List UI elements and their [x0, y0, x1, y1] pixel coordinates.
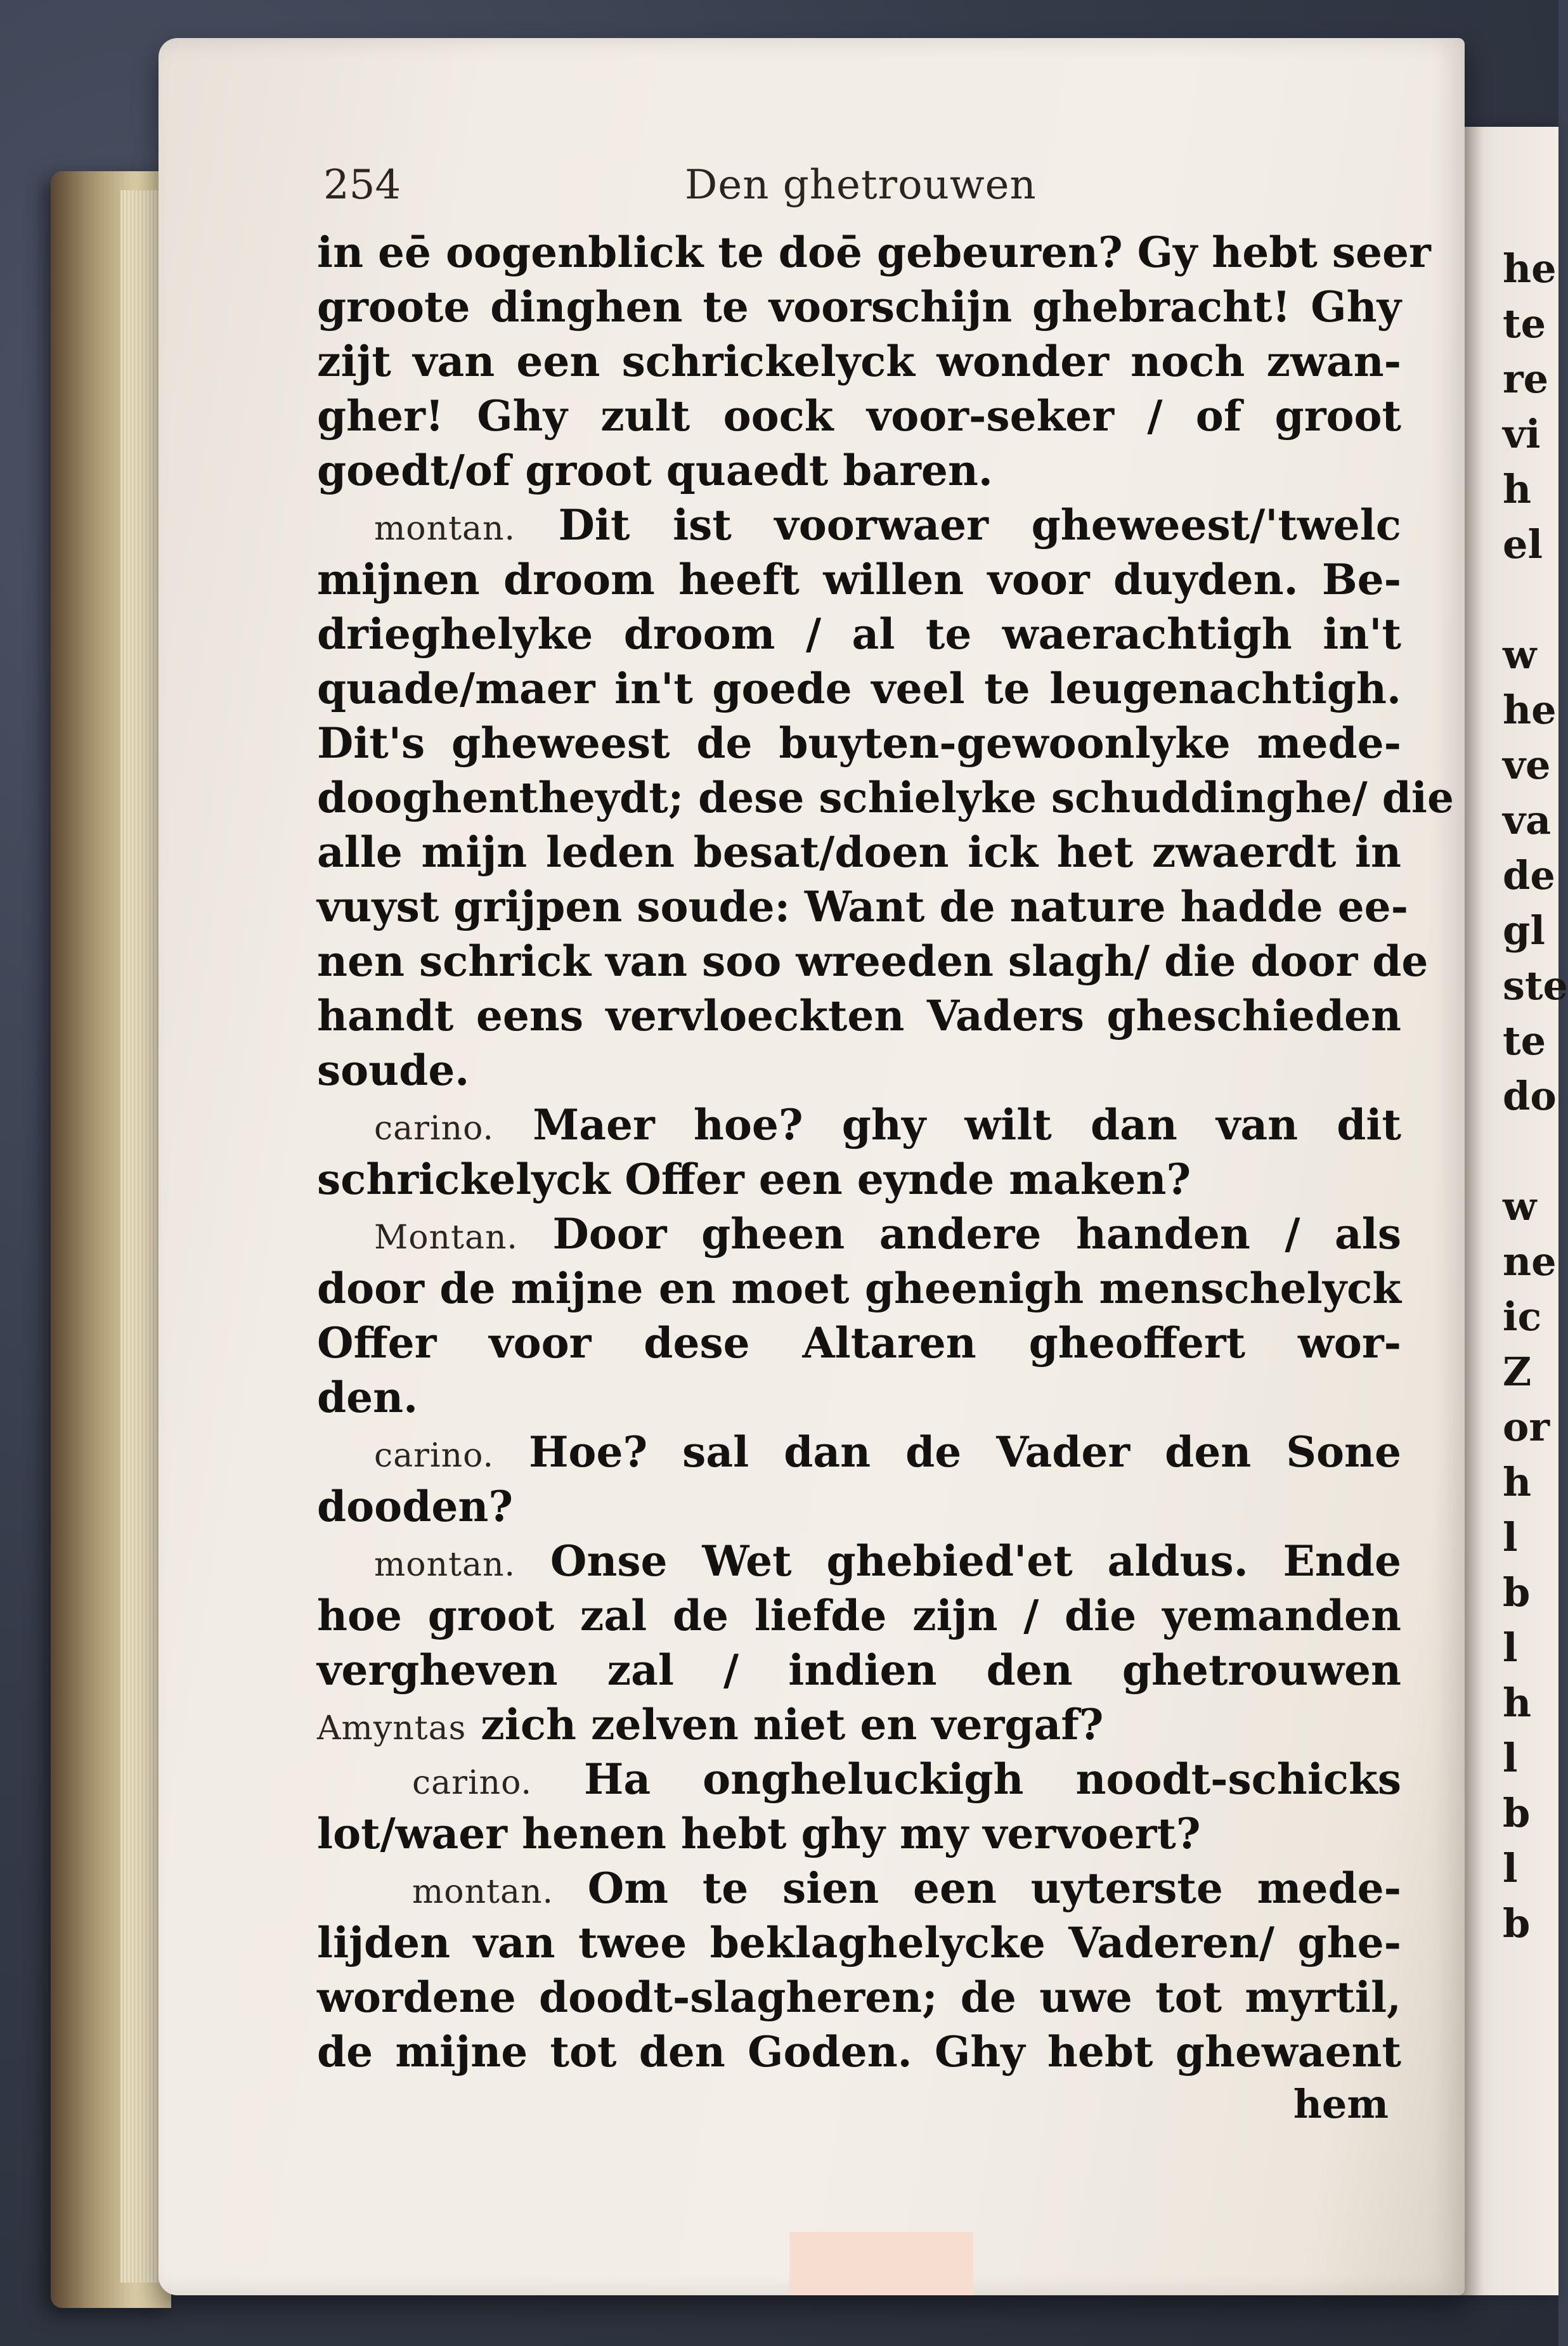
text-line — [317, 1970, 1401, 2025]
text-line — [317, 879, 1408, 934]
text-line — [317, 1861, 1401, 1915]
text-line — [317, 825, 1401, 879]
line-text: drieghelyke droom / al te waerachtigh in't — [317, 609, 1401, 659]
facing-page-fragment: l — [1503, 1735, 1518, 1781]
facing-page-fragment: de — [1503, 852, 1555, 898]
line-text: Dit ist voorwaer gheweest/'twelc — [558, 500, 1401, 550]
facing-page-fragment: el — [1503, 521, 1543, 567]
facing-page-fragment: b — [1503, 1790, 1531, 1836]
facing-page-fragment: l — [1503, 1624, 1518, 1671]
text-line — [317, 934, 1429, 988]
speaker-name: montan. — [374, 510, 516, 548]
facing-page-fragment: ve — [1503, 742, 1551, 788]
page-header — [317, 162, 1401, 225]
text-line — [317, 1915, 1401, 1970]
text-line — [317, 1752, 1401, 1806]
text-line — [317, 1316, 1401, 1370]
facing-page-fragment: w — [1503, 632, 1537, 678]
line-text: Door gheen andere handen / als — [552, 1209, 1401, 1259]
text-line — [317, 1098, 1401, 1152]
text-line — [317, 770, 1454, 825]
line-text: dooghentheydt; dese schielyke schuddinghe/ die — [317, 773, 1454, 822]
line-text: vergheven zal / indien den ghetrouwen — [317, 1645, 1401, 1695]
line-text: quade/maer in't goede veel te leugenachtigh. — [317, 664, 1401, 713]
page-number: 254 — [323, 162, 401, 209]
facing-page-fragment: Z — [1503, 1349, 1532, 1395]
line-text: lijden van twee beklaghelycke Vaderen/ ghe- — [317, 1918, 1401, 1967]
line-text: alle mijn leden besat/doen ick het zwaerdt in — [317, 827, 1401, 877]
line-text: vuyst grijpen soude: Want de nature hadde ee- — [317, 882, 1408, 931]
facing-page-fragment: h — [1503, 1680, 1532, 1726]
facing-page-fragment: l — [1503, 1845, 1518, 1891]
speaker-name: Amyntas — [317, 1709, 467, 1747]
text-line — [317, 2025, 1401, 2079]
text-line — [317, 607, 1401, 661]
facing-page-fragment: te — [1503, 1018, 1546, 1064]
facing-page-fragment: va — [1503, 797, 1552, 843]
facing-page-fragment: w — [1503, 1183, 1537, 1229]
text-lines — [317, 225, 1454, 2079]
text-line — [317, 1261, 1401, 1316]
facing-page-fragment: he — [1503, 245, 1557, 292]
facing-page-fragment: h — [1503, 466, 1532, 512]
text-line — [317, 1806, 1401, 1861]
text-line — [317, 1425, 1401, 1479]
text-line — [317, 1643, 1401, 1697]
facing-page-fragment — [1503, 572, 1558, 627]
line-text: goedt/of groot quaedt baren. — [317, 446, 993, 495]
facing-page-fragment — [1503, 1124, 1558, 1179]
facing-page-fragment: do — [1503, 1073, 1557, 1119]
text-line — [317, 225, 1431, 280]
line-text: dooden? — [317, 1482, 513, 1531]
text-line — [317, 498, 1401, 552]
facing-page-fragment: te — [1503, 301, 1546, 347]
text-line — [317, 1588, 1401, 1643]
text-line — [317, 334, 1401, 389]
facing-page-fragment: gl — [1503, 907, 1545, 954]
line-text: Hoe? sal dan de Vader den Sone — [529, 1427, 1401, 1477]
facing-page-fragment: re — [1503, 356, 1549, 402]
line-text: groote dinghen te voorschijn ghebracht! Ghy — [317, 282, 1401, 332]
text-line — [317, 389, 1401, 443]
facing-page-fragment: b — [1503, 1569, 1531, 1616]
facing-page-fragment: l — [1503, 1514, 1518, 1560]
line-text: door de mijne en moet gheenigh menschelyck — [317, 1264, 1401, 1313]
speaker-name: montan. — [412, 1873, 554, 1911]
facing-page-fragment: h — [1503, 1459, 1532, 1505]
line-text: zich zelven niet en vergaf? — [481, 1700, 1104, 1749]
line-text: in eē oogenblick te doē gebeuren? Gy hebt seer — [317, 228, 1431, 277]
speaker-name: montan. — [374, 1546, 516, 1584]
text-line — [317, 1697, 1401, 1752]
speaker-name: carino. — [374, 1110, 495, 1148]
line-text: handt eens vervloeckten Vaders gheschieden — [317, 991, 1401, 1040]
line-text: wordene doodt-slagheren; de uwe tot myrtil, — [317, 1973, 1401, 2022]
catchword: hem — [1293, 2081, 1389, 2127]
facing-page-fragment: ic — [1503, 1293, 1542, 1340]
line-text: de mijne tot den Goden. Ghy hebt ghewaent — [317, 2027, 1401, 2077]
line-text: den. — [317, 1373, 418, 1422]
text-line — [317, 1152, 1401, 1207]
facing-page-fragment — [1503, 1951, 1558, 2006]
facing-page-fragment: vi — [1503, 411, 1541, 457]
facing-page-fragment — [1503, 2061, 1558, 2116]
line-text: hoe groot zal de liefde zijn / die yemanden — [317, 1591, 1401, 1640]
facing-page-fragment: he — [1503, 687, 1557, 733]
line-text: soude. — [317, 1046, 470, 1095]
line-text: Onse Wet ghebied'et aldus. Ende — [550, 1536, 1401, 1586]
line-text: schrickelyck Offer een eynde maken? — [317, 1155, 1191, 1204]
facing-page-text — [1503, 241, 1568, 2116]
page-text — [317, 162, 1454, 2130]
text-line — [317, 716, 1401, 770]
text-line — [317, 443, 1401, 498]
line-text: Ha ongheluckigh noodt-schicks — [584, 1754, 1401, 1804]
text-line — [317, 1207, 1401, 1261]
running-title: Den ghetrouwen — [685, 162, 1037, 209]
line-text: nen schrick van soo wreeden slagh/ die door de — [317, 936, 1429, 986]
line-text: Offer voor dese Altaren gheoffert wor- — [317, 1318, 1401, 1368]
text-line — [317, 1043, 1401, 1098]
text-line — [317, 988, 1401, 1043]
facing-page-fragment: ste — [1503, 962, 1568, 1009]
text-line — [317, 552, 1401, 607]
line-text: mijnen droom heeft willen voor duyden. Be- — [317, 555, 1401, 604]
text-line — [317, 1479, 1401, 1534]
facing-page-fragment: ne — [1503, 1238, 1557, 1285]
line-text: zijt van een schrickelyck wonder noch zwan- — [317, 337, 1401, 386]
text-line — [317, 1534, 1401, 1588]
line-text: gher! Ghy zult oock voor-seker / of groot — [317, 391, 1401, 441]
line-text: Dit's gheweest de buyten-gewoonlyke mede- — [317, 718, 1401, 768]
line-text: Om te sien een uyterste mede- — [587, 1863, 1401, 1913]
speaker-name: carino. — [374, 1437, 495, 1475]
facing-page-fragment — [1503, 2006, 1558, 2061]
line-text: lot/waer henen hebt ghy my vervoert? — [317, 1809, 1201, 1858]
text-line — [317, 1370, 1401, 1425]
bookmark-tab — [789, 2232, 973, 2295]
speaker-name: carino. — [412, 1764, 533, 1802]
line-text: Maer hoe? ghy wilt dan van dit — [533, 1100, 1401, 1150]
book-edge-left — [51, 171, 171, 2308]
facing-page-fragment: b — [1503, 1900, 1531, 1947]
text-line — [317, 661, 1401, 716]
speaker-name: Montan. — [374, 1219, 518, 1257]
facing-page-fragment: or — [1503, 1404, 1550, 1450]
text-line — [317, 280, 1401, 334]
